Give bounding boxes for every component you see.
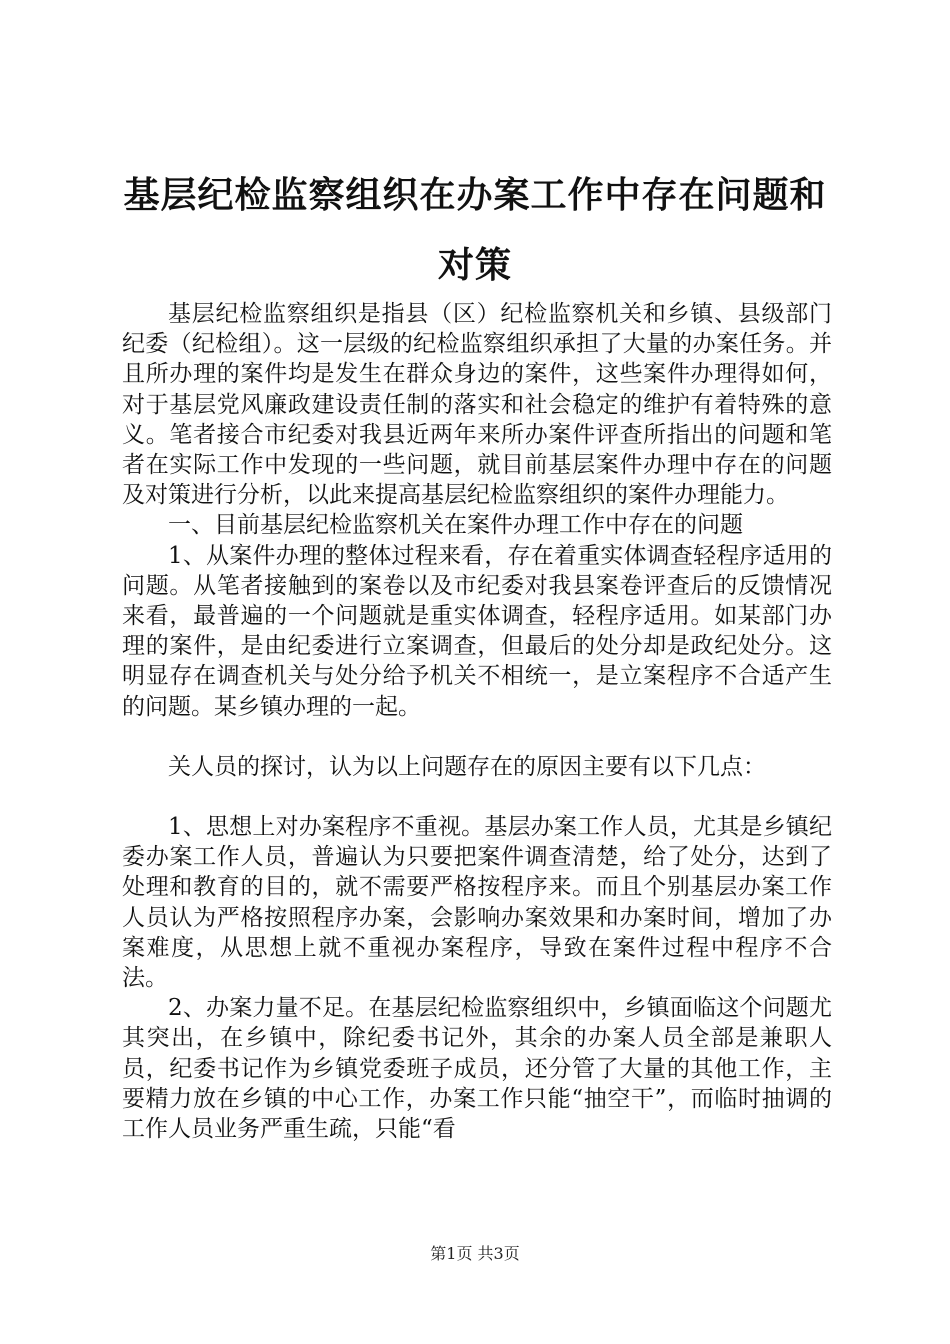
paragraph-cause-1: 1、思想上对办案程序不重视。基层办案工作人员，尤其是乡镇纪委办案工作人员，普遍认为只要把案件调查清楚，给了处分，达到了处理和教育的目的，就不需要严格按程序来。而且个别基层办案工作人员认为严格按照程序办案，会影响办案效果和办案时间，增加了办案难度，从思想上就不重视办案程序，导致在案件过程中程序不合法。	[122, 814, 832, 992]
section-heading-problems: 一、目前基层纪检监察机关在案件办理工作中存在的问题	[168, 512, 743, 539]
document-body	[122, 299, 832, 1144]
paragraph-problem-1: 1、从案件办理的整体过程来看，存在着重实体调查轻程序适用的问题。从笔者接触到的案卷以及市纪委对我县案卷评查后的反馈情况来看，最普遍的一个问题就是重实体调查，轻程序适用。如某部门办理的案件，是由纪委进行立案调查，但最后的处分却是政纪处分。这明显存在调查机关与处分给予机关不相统一，是立案程序不合适产生的问题。某乡镇办理的一起。	[122, 542, 832, 720]
paragraph-cause-2: 2、办案力量不足。在基层纪检监察组织中，乡镇面临这个问题尤其突出，在乡镇中，除纪委书记外，其余的办案人员全部是兼职人员，纪委书记作为乡镇党委班子成员，还分管了大量的其他工作，主要精力放在乡镇的中心工作，办案工作只能“抽空干”，而临时抽调的工作人员业务严重生疏，只能“看	[122, 995, 832, 1143]
page-number-footer: 第1页 共3页	[430, 1244, 520, 1263]
document-title: 基层纪检监察组织在办案工作中存在问题和对策	[123, 174, 827, 286]
paragraph-causes-intro: 关人员的探讨，认为以上问题存在的原因主要有以下几点：	[168, 753, 766, 780]
paragraph-intro: 基层纪检监察组织是指县（区）纪检监察机关和乡镇、县级部门纪委（纪检组）。这一层级的纪检监察组织承担了大量的办案任务。并且所办理的案件均是发生在群众身边的案件，这些案件办理得如何，对于基层党风廉政建设责任制的落实和社会稳定的维护有着特殊的意义。笔者接合市纪委对我县近两年来所办案件评查所指出的问题和笔者在实际工作中发现的一些问题，就目前基层案件办理中存在的问题及对策进行分析，以此来提高基层纪检监察组织的案件办理能力。	[122, 301, 832, 509]
